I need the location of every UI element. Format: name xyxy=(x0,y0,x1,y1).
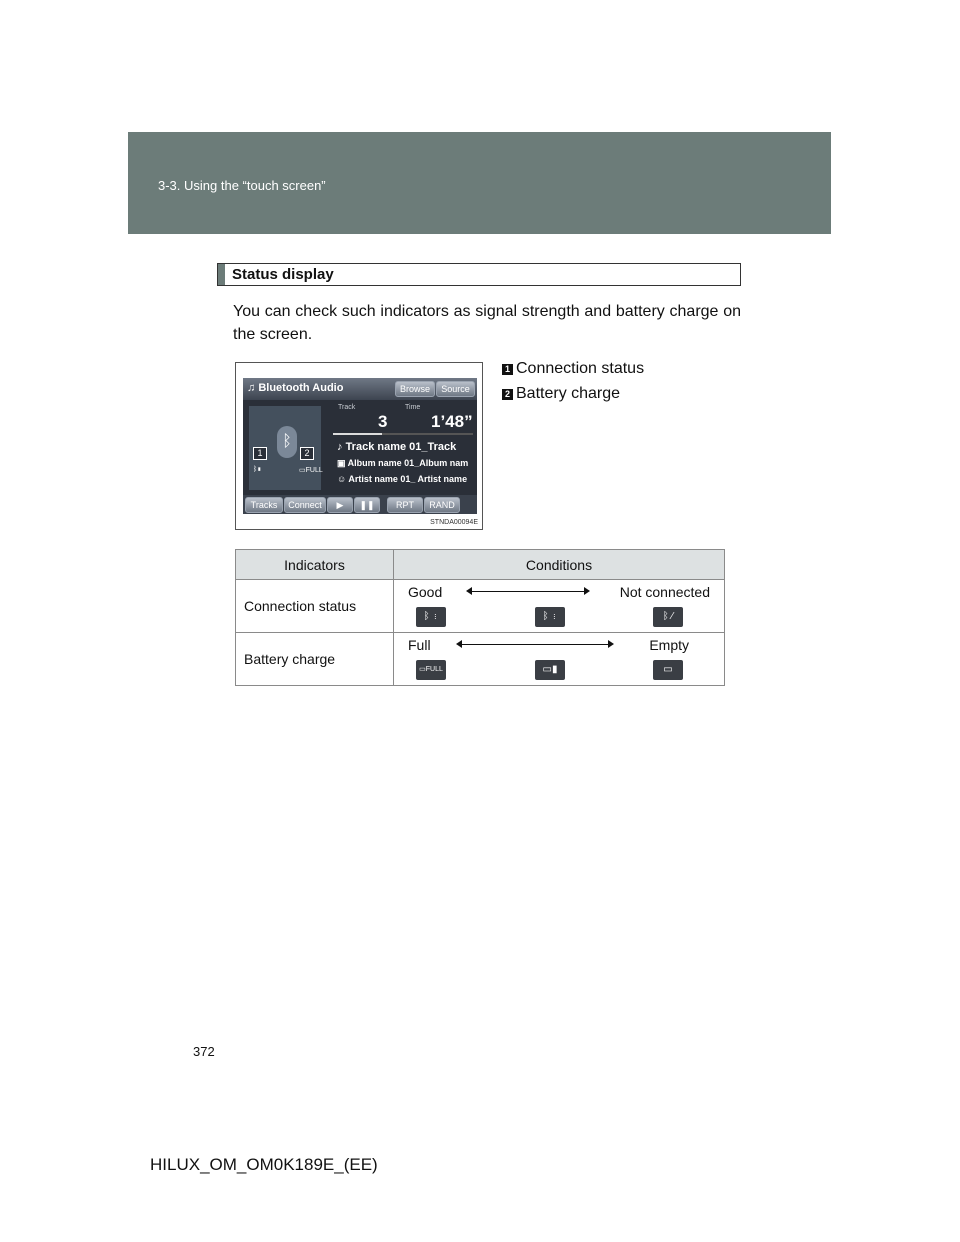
legend-number: 2 xyxy=(502,389,513,400)
connect-button[interactable]: Connect xyxy=(284,497,326,513)
intro-paragraph: You can check such indicators as signal strength and battery charge on the screen. xyxy=(233,303,741,343)
bluetooth-icon: ᛒ xyxy=(277,426,297,458)
bluetooth-connected-icon: ᛒ ⋮ xyxy=(416,607,446,627)
condition-right-label: Empty xyxy=(649,637,689,653)
condition-right-label: Not connected xyxy=(619,584,710,600)
figure-code: STNDA00094E xyxy=(430,519,478,526)
indicator-cell: Connection status xyxy=(236,580,394,633)
section-title: 3-3. Using the “touch screen” xyxy=(158,178,326,193)
time-value: 1’48” xyxy=(431,412,473,431)
double-arrow-icon xyxy=(462,644,608,645)
condition-left-label: Full xyxy=(408,637,431,653)
battery-empty-icon: ▭ xyxy=(653,660,683,680)
legend-number: 1 xyxy=(502,364,513,375)
progress-fill xyxy=(333,433,382,435)
callout-2: 2 xyxy=(300,447,314,460)
legend-label: Battery charge xyxy=(516,385,621,402)
battery-half-icon: ▭▮ xyxy=(535,660,565,680)
tracks-button[interactable]: Tracks xyxy=(245,497,283,513)
rand-button[interactable]: RAND xyxy=(424,497,460,513)
battery-full-icon: ▭FULL xyxy=(416,660,446,680)
time-label: Time xyxy=(405,404,421,411)
bluetooth-weak-icon: ᛒ ⋮ xyxy=(535,607,565,627)
track-label: Track xyxy=(338,404,356,411)
callout-1: 1 xyxy=(253,447,267,460)
header-indicators: Indicators xyxy=(236,550,394,580)
legend-item-connection-status xyxy=(502,360,644,378)
table-header-row xyxy=(236,550,725,580)
conditions-cell xyxy=(394,633,725,686)
progress-bar xyxy=(333,433,473,435)
table-row xyxy=(236,580,725,633)
indicator-cell: Battery charge xyxy=(236,633,394,686)
heading-text: Status display xyxy=(232,266,334,283)
connection-status-icon: ᛒ▮ xyxy=(253,466,262,473)
document-code: HILUX_OM_OM0K189E_(EE) xyxy=(150,1155,378,1174)
header-conditions: Conditions xyxy=(394,550,725,580)
page-number: 372 xyxy=(193,1044,215,1059)
track-number: 3 xyxy=(378,412,388,431)
legend-item-battery-charge xyxy=(502,385,620,403)
bluetooth-audio-figure xyxy=(235,362,483,530)
table-row xyxy=(236,633,725,686)
conditions-cell xyxy=(394,580,725,633)
pause-button[interactable]: ❚❚ xyxy=(354,497,380,513)
legend-label: Connection status xyxy=(516,360,645,377)
play-button[interactable]: ▶ xyxy=(327,497,353,513)
heading-accent-bar xyxy=(218,264,225,285)
screen-title: ♫ Bluetooth Audio xyxy=(247,382,344,394)
audio-screen xyxy=(243,378,477,514)
double-arrow-icon xyxy=(472,591,584,592)
indicators-table xyxy=(235,549,725,686)
artist-name: ☺ Artist name 01_ Artist name xyxy=(337,474,468,484)
status-display-heading xyxy=(217,263,741,286)
track-name: ♪ Track name 01_Track xyxy=(337,441,457,453)
battery-full-icon: ▭FULL xyxy=(299,467,323,474)
rpt-button[interactable]: RPT xyxy=(387,497,423,513)
browse-button[interactable]: Browse xyxy=(395,381,435,397)
condition-left-label: Good xyxy=(408,584,443,600)
source-button[interactable]: Source xyxy=(436,381,475,397)
bluetooth-disconnected-icon: ᛒ ⁄ xyxy=(653,607,683,627)
album-name: ▣ Album name 01_Album nam xyxy=(337,458,469,468)
